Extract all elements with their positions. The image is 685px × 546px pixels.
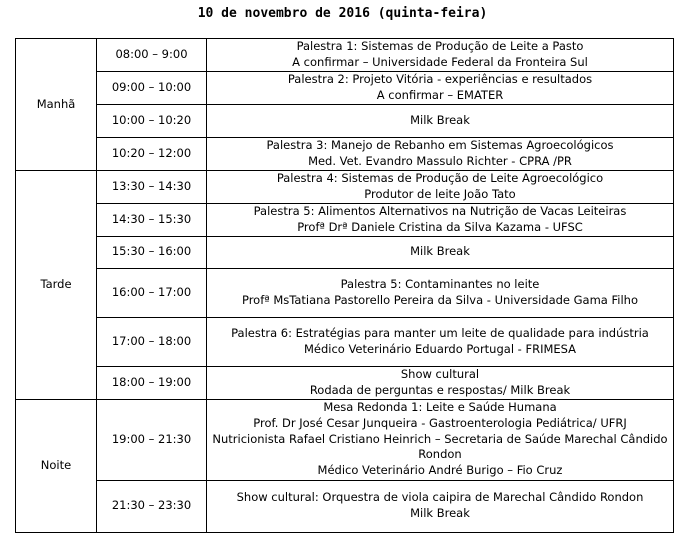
event-title: Palestra 6: Estratégias para manter um leite de qualidade para indústria — [231, 325, 649, 340]
time-cell: 18:00 – 19:00 — [97, 366, 207, 399]
event-cell — [207, 366, 674, 399]
event-speaker: Nutricionista Rafael Cristiano Heinrich – Secretaria de Saúde Marechal Cândido Rondon — [212, 431, 668, 462]
event-speaker: A confirmar – Universidade Federal da Fronteira Sul — [292, 55, 588, 69]
period-cell-morning: Manhã — [16, 39, 97, 171]
event-title: Milk Break — [410, 244, 470, 259]
event-cell — [207, 399, 674, 480]
event-cell — [207, 203, 674, 236]
event-cell — [207, 39, 674, 72]
event-speaker: Med. Vet. Evandro Massulo Richter - CPRA /PR — [308, 154, 572, 168]
table-row — [16, 105, 674, 138]
table-row — [16, 72, 674, 105]
table-row — [16, 138, 674, 171]
period-cell-night: Noite — [16, 399, 97, 532]
time-cell: 08:00 – 9:00 — [97, 39, 207, 72]
event-title: Show cultural — [400, 366, 480, 381]
event-cell — [207, 138, 674, 171]
event-cell — [207, 171, 674, 204]
event-speaker: Produtor de leite João Tato — [364, 186, 516, 201]
event-speaker: Profª Drª Daniele Cristina da Silva Kazama - UFSC — [297, 219, 583, 234]
event-cell — [207, 317, 674, 366]
event-cell — [207, 480, 674, 532]
schedule-table — [15, 38, 674, 533]
table-row — [16, 39, 674, 72]
table-row — [16, 399, 674, 480]
event-title: Palestra 3: Manejo de Rebanho em Sistemas Agroecológicos — [266, 138, 614, 153]
event-title: Show cultural: Orquestra de viola caipira de Marechal Cândido Rondon — [236, 490, 644, 505]
event-title: Palestra 5: Alimentos Alternativos na Nutrição de Vacas Leiteiras — [253, 203, 627, 218]
time-cell: 13:30 – 14:30 — [97, 171, 207, 204]
time-cell: 10:20 – 12:00 — [97, 138, 207, 171]
time-cell: 15:30 – 16:00 — [97, 236, 207, 268]
event-speaker: Médico Veterinário André Burigo – Fio Cruz — [317, 463, 563, 478]
event-cell — [207, 268, 674, 317]
event-title: Palestra 1: Sistemas de Produção de Leite a Pasto — [296, 39, 584, 54]
time-cell: 14:30 – 15:30 — [97, 203, 207, 236]
table-row — [16, 366, 674, 399]
time-cell: 16:00 – 17:00 — [97, 268, 207, 317]
time-cell: 19:00 – 21:30 — [97, 399, 207, 480]
event-title: Palestra 4: Sistemas de Produção de Leite Agroecológico — [276, 171, 604, 185]
event-title: Palestra 5: Contaminantes no leite — [340, 276, 540, 291]
period-cell-afternoon: Tarde — [16, 171, 97, 400]
event-speaker: Rodada de perguntas e respostas/ Milk Break — [309, 382, 571, 397]
table-row — [16, 480, 674, 532]
time-cell: 21:30 – 23:30 — [97, 480, 207, 532]
event-speaker: Profª MsTatiana Pastorello Pereira da Silva - Universidade Gama Filho — [241, 292, 639, 307]
event-note: Milk Break — [410, 506, 470, 521]
event-cell — [207, 236, 674, 268]
table-row — [16, 236, 674, 268]
table-row — [16, 203, 674, 236]
event-speaker: Prof. Dr José Cesar Junqueira - Gastroenterologia Pediátrica/ UFRJ — [253, 415, 627, 430]
event-title: Milk Break — [410, 113, 470, 128]
time-cell: 17:00 – 18:00 — [97, 317, 207, 366]
event-title: Palestra 2: Projeto Vitória - experiências e resultados — [287, 72, 593, 87]
page-title: 10 de novembro de 2016 (quinta-feira) — [197, 6, 488, 21]
event-cell — [207, 72, 674, 105]
table-row — [16, 317, 674, 366]
time-cell: 10:00 – 10:20 — [97, 105, 207, 138]
event-speaker: A confirmar – EMATER — [376, 88, 504, 102]
event-speaker: Médico Veterinário Eduardo Portugal - FRIMESA — [303, 341, 577, 356]
time-cell: 09:00 – 10:00 — [97, 72, 207, 105]
table-row — [16, 171, 674, 204]
event-title: Mesa Redonda 1: Leite e Saúde Humana — [323, 400, 557, 415]
event-cell — [207, 105, 674, 138]
table-row — [16, 268, 674, 317]
